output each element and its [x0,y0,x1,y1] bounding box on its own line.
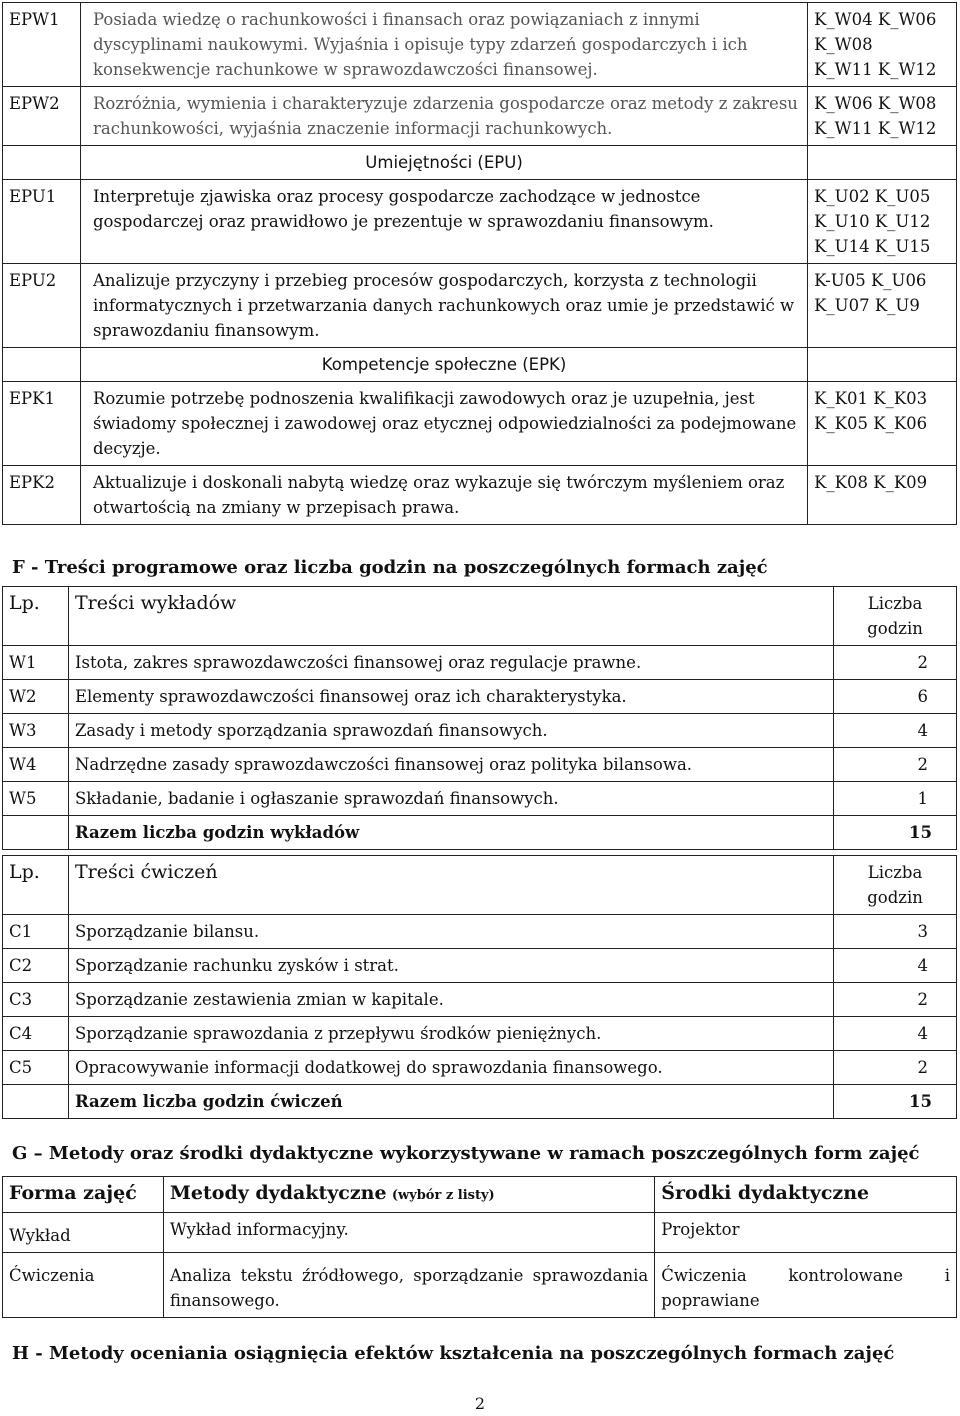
methods-cell: Analiza tekstu źródłowego, sporządzanie sprawozdania finansowego. [163,1253,654,1318]
table-row [3,180,957,264]
page-number: 2 [474,1394,486,1413]
outcome-refs: K-U05 K_U06 K_U07 K_U9 [808,264,957,348]
outcome-refs: K_K01 K_K03 K_K05 K_K06 [808,382,957,466]
outcome-code: EPK2 [3,466,81,525]
table-row [3,382,957,466]
table-row [3,1213,957,1253]
table-row [3,714,957,748]
outcome-text: Interpretuje zjawiska oraz procesy gospodarcze zachodzące w jednostce gospodarczej oraz prawidłowo je prezentuje w sprawozdaniu finansowym. [80,180,807,264]
table-row [3,748,957,782]
row-text: Sporządzanie sprawozdania z przepływu środków pieniężnych. [68,1017,833,1051]
outcome-refs: K_U02 K_U05 K_U10 K_U12 K_U14 K_U15 [808,180,957,264]
row-lp: W5 [3,782,69,816]
table-header-row [3,587,957,646]
outcome-text: Rozumie potrzebę podnoszenia kwalifikacji zawodowych oraz je uzupełnia, jest świadomy społecznej i zawodowej oraz etycznej odpowiedzialności za podejmowane decyzje. [80,382,807,466]
table-row [3,264,957,348]
table-row [3,646,957,680]
row-hours: 2 [834,748,957,782]
table-row [3,782,957,816]
lectures-table [2,586,957,850]
competence-header-row [3,348,957,382]
row-text: Sporządzanie rachunku zysków i strat. [68,949,833,983]
outcome-refs: K_W06 K_W08 K_W11 K_W12 [808,87,957,146]
section-h-title: H - Metody oceniania osiągnięcia efektów kształcenia na poszczególnych formach zajęć [12,1343,895,1364]
row-text: Sporządzanie zestawienia zmian w kapitale. [68,983,833,1017]
row-hours: 4 [834,714,957,748]
col-lp: Lp. [3,856,69,915]
form-cell: Wykład [3,1213,164,1253]
outcome-code: EPW1 [3,3,81,87]
col-content: Treści ćwiczeń [68,856,833,915]
row-lp: C5 [3,1051,69,1085]
table-row [3,1051,957,1085]
col-content: Treści wykładów [68,587,833,646]
row-hours: 2 [834,1051,957,1085]
table-row [3,949,957,983]
outcome-text: Analizuje przyczyny i przebieg procesów gospodarczych, korzysta z technologii informatycznych i przetwarzania danych rachunkowych oraz umie je przedstawić w sprawozdaniu finansowym. [80,264,807,348]
skills-header-row [3,146,957,180]
outcome-code: EPU1 [3,180,81,264]
section-f-title: F - Treści programowe oraz liczba godzin na poszczególnych formach zajęć [12,557,768,578]
table-row [3,3,957,87]
row-lp: C2 [3,949,69,983]
outcome-code: EPW2 [3,87,81,146]
row-hours: 2 [834,646,957,680]
total-row [3,1085,957,1119]
row-hours: 2 [834,983,957,1017]
table-row [3,87,957,146]
row-hours: 4 [834,949,957,983]
row-text: Zasady i metody sporządzania sprawozdań finansowych. [68,714,833,748]
row-lp: W2 [3,680,69,714]
row-lp: C4 [3,1017,69,1051]
row-text: Sporządzanie bilansu. [68,915,833,949]
table-header-row [3,1177,957,1213]
outcome-text: Rozróżnia, wymienia i charakteryzuje zdarzenia gospodarcze oraz metody z zakresu rachunkowości, wyjaśnia znaczenie informacji rachunkowych. [80,87,807,146]
outcome-text: Posiada wiedzę o rachunkowości i finansach oraz powiązaniach z innymi dyscyplinami naukowymi. Wyjaśnia i opisuje typy zdarzeń gospodarczych i ich konsekwencje rachunkowe w sprawozdawczości finansowej. [80,3,807,87]
exercises-table [2,855,957,1119]
skills-header: Umiejętności (EPU) [80,146,807,180]
outcome-refs: K_K08 K_K09 [808,466,957,525]
row-lp: W3 [3,714,69,748]
col-form: Forma zajęć [3,1177,164,1213]
row-text: Elementy sprawozdawczości finansowej oraz ich charakterystyka. [68,680,833,714]
outcomes-table [2,2,957,525]
row-text: Istota, zakres sprawozdawczości finansowej oraz regulacje prawne. [68,646,833,680]
means-cell: Ćwiczenia kontrolowane i poprawiane [655,1253,957,1318]
section-g-title: G – Metody oraz środki dydaktyczne wykorzystywane w ramach poszczególnych form zajęć [12,1143,920,1164]
row-text: Opracowywanie informacji dodatkowej do sprawozdania finansowego. [68,1051,833,1085]
outcome-refs: K_W04 K_W06 K_W08 K_W11 K_W12 [808,3,957,87]
total-label: Razem liczba godzin ćwiczeń [68,1085,833,1119]
methods-cell: Wykład informacyjny. [163,1213,654,1253]
table-row [3,983,957,1017]
row-lp: W1 [3,646,69,680]
col-hours: Liczba godzin [834,856,957,915]
row-lp: C1 [3,915,69,949]
row-hours: 3 [834,915,957,949]
row-text: Składanie, badanie i ogłaszanie sprawozdań finansowych. [68,782,833,816]
means-cell: Projektor [655,1213,957,1253]
total-hours: 15 [834,1085,957,1119]
row-lp: W4 [3,748,69,782]
row-text: Nadrzędne zasady sprawozdawczości finansowej oraz polityka bilansowa. [68,748,833,782]
col-methods: Metody dydaktyczne (wybór z listy) [163,1177,654,1213]
form-cell: Ćwiczenia [3,1253,164,1318]
table-row [3,915,957,949]
outcome-code: EPK1 [3,382,81,466]
table-row [3,1253,957,1318]
row-lp: C3 [3,983,69,1017]
total-hours: 15 [834,816,957,850]
methods-table [2,1176,957,1318]
row-hours: 6 [834,680,957,714]
total-row [3,816,957,850]
table-header-row [3,856,957,915]
col-lp: Lp. [3,587,69,646]
table-row [3,466,957,525]
outcome-code: EPU2 [3,264,81,348]
table-row [3,680,957,714]
row-hours: 1 [834,782,957,816]
competence-header: Kompetencje społeczne (EPK) [80,348,807,382]
total-label: Razem liczba godzin wykładów [68,816,833,850]
col-means: Środki dydaktyczne [655,1177,957,1213]
row-hours: 4 [834,1017,957,1051]
table-row [3,1017,957,1051]
outcome-text: Aktualizuje i doskonali nabytą wiedzę oraz wykazuje się twórczym myśleniem oraz otwartością na zmiany w przepisach prawa. [80,466,807,525]
col-hours: Liczba godzin [834,587,957,646]
